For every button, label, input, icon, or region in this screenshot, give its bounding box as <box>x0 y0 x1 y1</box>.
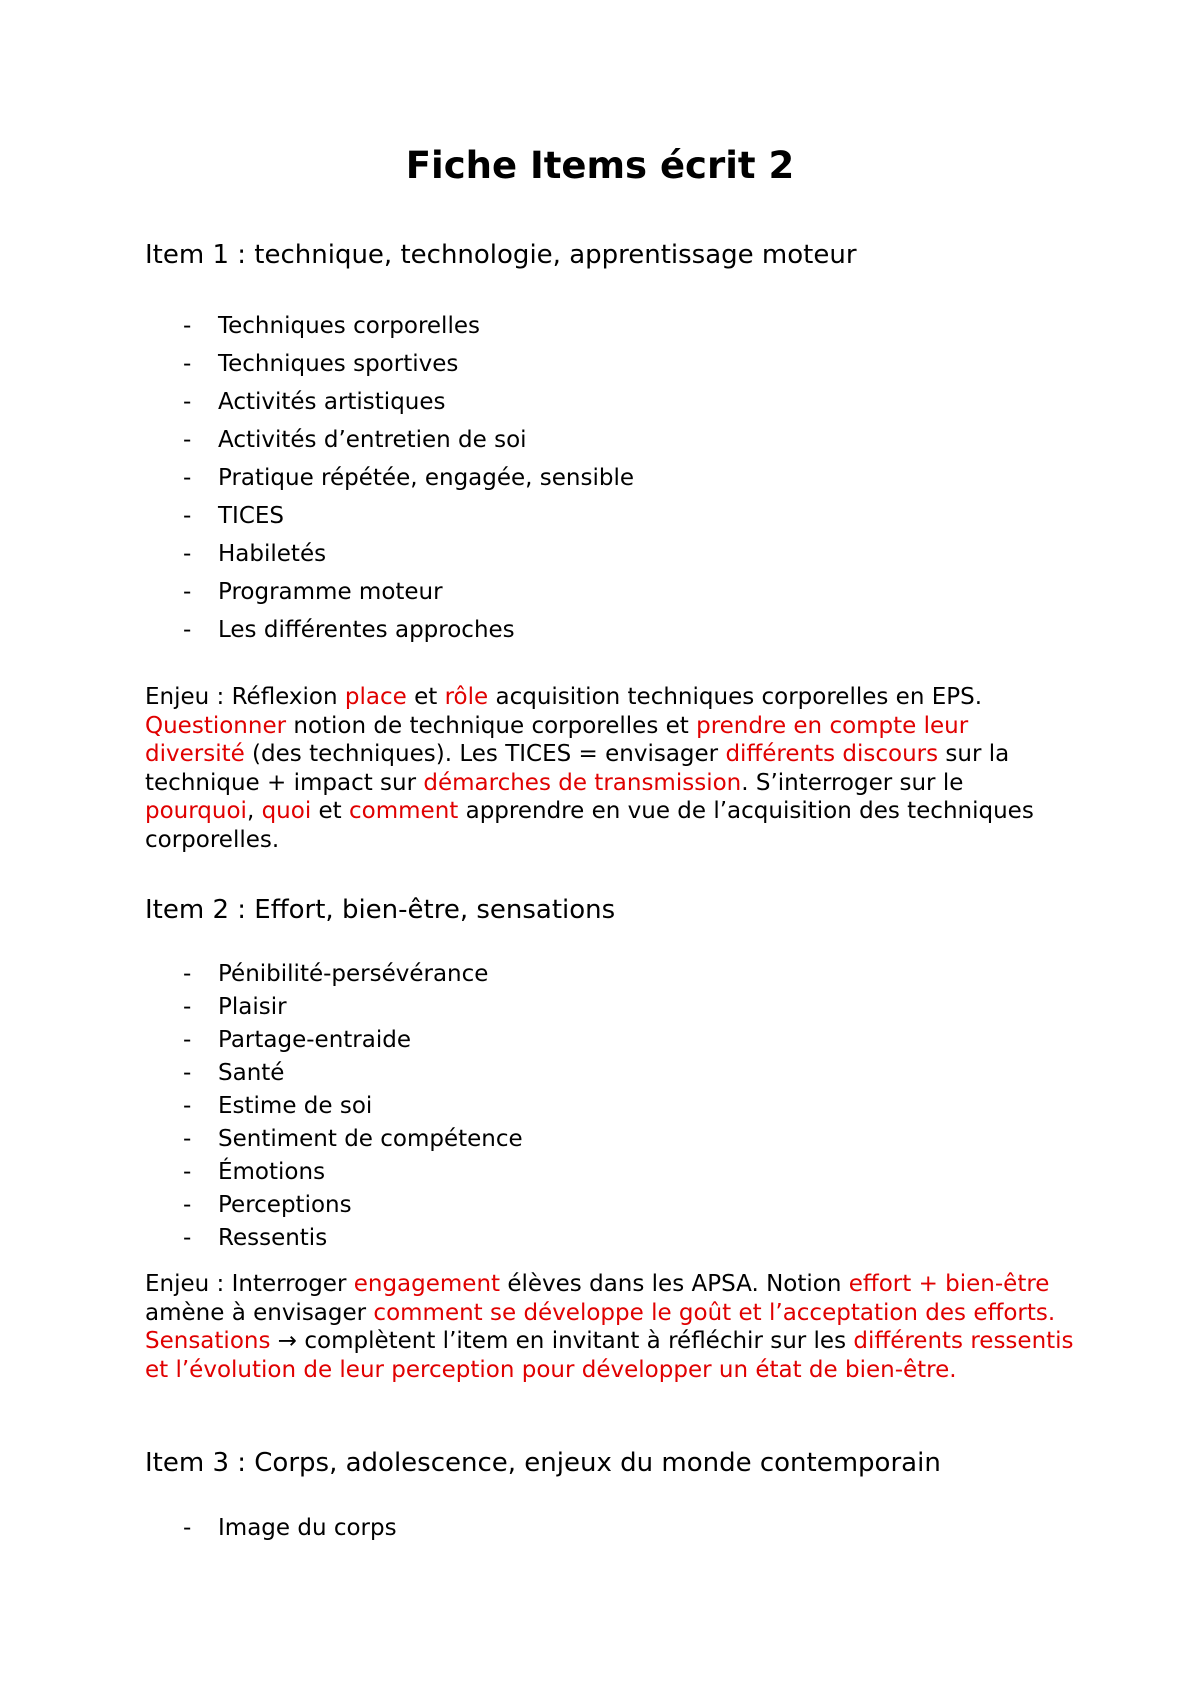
bullet-dash: - <box>183 961 192 987</box>
text-run: sur la technique + impact sur <box>145 741 1010 796</box>
item-2-heading: Item 2 : Effort, bien-être, sensations <box>145 895 616 925</box>
item-3-heading: Item 3 : Corps, adolescence, enjeux du monde contemporain <box>145 1448 941 1478</box>
bullet-dash: - <box>183 1225 192 1251</box>
bullet-dash: - <box>183 1159 192 1185</box>
text-run: , <box>246 798 262 824</box>
highlighted-text: comment se développe le goût et l’acceptation des efforts. <box>373 1299 1056 1326</box>
highlighted-text: engagement <box>353 1271 501 1297</box>
list-item-text: Techniques sportives <box>218 351 459 377</box>
text-run: et <box>311 798 350 824</box>
bullet-dash: - <box>183 427 192 453</box>
item-2-enjeu <box>145 1270 1075 1384</box>
highlighted-text: pourquoi <box>145 798 247 824</box>
list-item-text: Émotions <box>218 1159 326 1185</box>
list-item-text: Ressentis <box>218 1225 328 1251</box>
list-item-text: Plaisir <box>218 994 287 1020</box>
list-item-text: Techniques corporelles <box>218 313 480 339</box>
list-item-text: Programme moteur <box>218 579 443 605</box>
text-run: → complètent l’item en invitant à réfléchir sur les <box>270 1328 854 1354</box>
list-item-text: Habiletés <box>218 541 327 567</box>
bullet-dash: - <box>183 465 192 491</box>
highlighted-text: rôle <box>444 684 489 710</box>
highlighted-text: différents discours <box>725 741 939 767</box>
bullet-dash: - <box>183 1126 192 1152</box>
highlighted-text: comment <box>349 798 459 824</box>
highlighted-text: prendre en compte leur diversité <box>145 712 969 767</box>
list-item-text: Image du corps <box>218 1515 397 1541</box>
bullet-dash: - <box>183 313 192 339</box>
bullet-dash: - <box>183 541 192 567</box>
bullet-dash: - <box>183 1192 192 1218</box>
bullet-dash: - <box>183 1093 192 1119</box>
list-item-text: Perceptions <box>218 1192 352 1218</box>
list-item-text: Pénibilité-persévérance <box>218 961 489 987</box>
text-run: notion de technique corporelles et <box>286 712 697 739</box>
list-item-text: Estime de soi <box>218 1093 373 1119</box>
bullet-dash: - <box>183 1515 192 1541</box>
highlighted-text: effort + bien-être <box>848 1271 1050 1297</box>
item-1-enjeu <box>145 683 1075 854</box>
text-run: apprendre en vue de l’acquisition des techniques corporelles. <box>145 798 1034 853</box>
text-run: . S’interroger sur le <box>741 769 964 796</box>
bullet-dash: - <box>183 617 192 643</box>
list-item-text: TICES <box>218 503 285 529</box>
page-title: Fiche Items écrit 2 <box>405 144 795 187</box>
text-run: (des techniques). Les TICES = envisager <box>244 741 726 767</box>
text-run: Enjeu : Interroger <box>145 1271 354 1297</box>
bullet-dash: - <box>183 1027 192 1053</box>
text-run: Enjeu : Réflexion <box>145 684 345 710</box>
item-1-heading: Item 1 : technique, technologie, apprentissage moteur <box>145 240 857 270</box>
list-item-text: Activités artistiques <box>218 389 446 415</box>
list-item-text: Activités d’entretien de soi <box>218 427 527 453</box>
highlighted-text: quoi <box>261 798 312 824</box>
highlighted-text: différents ressentis et l’évolution de leur perception pour développer un état de bien-être. <box>145 1328 1074 1383</box>
list-item-text: Les différentes approches <box>218 617 515 643</box>
text-run: et <box>406 684 445 710</box>
bullet-dash: - <box>183 1060 192 1086</box>
bullet-dash: - <box>183 389 192 415</box>
list-item-text: Santé <box>218 1060 285 1086</box>
text-run: acquisition techniques corporelles en EPS. <box>488 684 983 710</box>
list-item-text: Pratique répétée, engagée, sensible <box>218 465 635 491</box>
highlighted-text: démarches de transmission <box>423 769 742 796</box>
bullet-dash: - <box>183 503 192 529</box>
text-run: amène à envisager <box>145 1299 374 1326</box>
highlighted-text: Sensations <box>145 1328 271 1354</box>
highlighted-text: Questionner <box>145 712 287 739</box>
list-item-text: Sentiment de compétence <box>218 1126 523 1152</box>
highlighted-text: place <box>344 684 407 710</box>
list-item-text: Partage-entraide <box>218 1027 411 1053</box>
bullet-dash: - <box>183 351 192 377</box>
text-run: élèves dans les APSA. Notion <box>500 1271 849 1297</box>
bullet-dash: - <box>183 579 192 605</box>
bullet-dash: - <box>183 994 192 1020</box>
